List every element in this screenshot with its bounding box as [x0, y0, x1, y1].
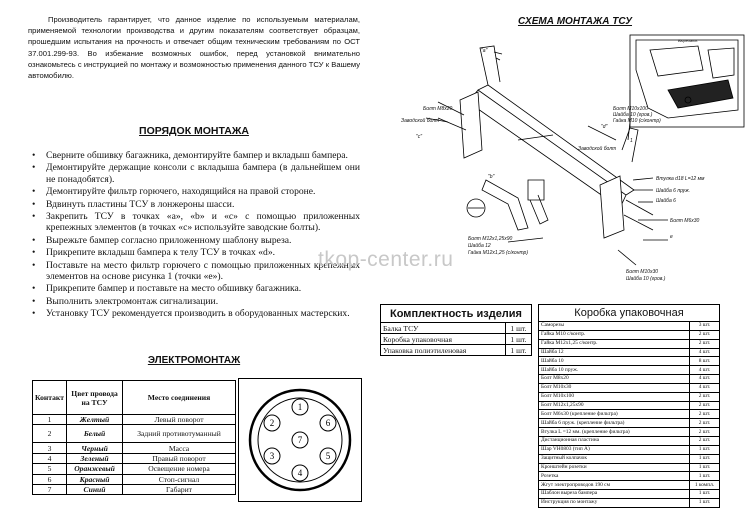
item-qty: 1 шт. [690, 498, 720, 507]
connection-cell: Масса [123, 443, 236, 453]
package-contents-block [380, 304, 532, 356]
table-row [539, 348, 720, 357]
item-name: Упаковка полиэтиленовая [381, 345, 506, 356]
item-name: Втулка L =12 мм. (крепление фильтра) [539, 428, 690, 437]
pin-5 [320, 448, 336, 464]
item-name: Шайба 12 [539, 348, 690, 357]
contact-cell: 3 [33, 443, 67, 453]
step-item: • Сверните обшивку багажника, демонтируйте бампер и вкладыш бампера. [28, 150, 360, 161]
table-row [539, 375, 720, 384]
item-name: Шаблон выреза бампера [539, 490, 690, 499]
item-qty: 1 шт. [690, 454, 720, 463]
table-row [33, 425, 236, 443]
step-item: • Установку ТСУ рекомендуется производить в оборудованных мастерских. [28, 308, 360, 319]
scheme-label: Шайба 12 [468, 243, 491, 249]
color-cell: Синий [67, 484, 123, 494]
scheme-label: Болт М10х30 [626, 269, 659, 275]
pin-label: 5 [325, 451, 331, 461]
table-row [539, 401, 720, 410]
item-qty: 2 шт. [690, 339, 720, 348]
connection-cell: Левый поворот [123, 415, 236, 425]
item-name: Болт М8х20 [539, 375, 690, 384]
step-item: • Демонтируйте фильтр горючего, находящийся на правой стороне. [28, 186, 360, 197]
box-contents-block [538, 304, 720, 508]
scheme-label: Заводской болт [578, 146, 617, 152]
scheme-label: Шайба 10 (гров.) [626, 276, 666, 282]
table-row [539, 463, 720, 472]
scheme-label: Вырезать [678, 38, 698, 43]
item-qty: 1 компл. [690, 481, 720, 490]
step-item: • Поставьте на место фильтр горючего с помощью приложенных крепежных элементов на основе рисунка 1 (точки «е»). [28, 260, 360, 283]
package-contents-table [380, 322, 532, 356]
color-cell: Белый [67, 425, 123, 443]
pin-label: 3 [269, 451, 275, 461]
item-qty: 4 шт. [690, 366, 720, 375]
step-item: • Демонтируйте держащие консоли с вкладыша бампера (в дальнейшем они не понадобятся). [28, 162, 360, 185]
item-qty: 1 шт. [690, 490, 720, 499]
pin-label: 4 [297, 468, 303, 478]
item-name: Шайба 10 [539, 357, 690, 366]
step-item: • Вдвинуть пластины ТСУ в лонжероны шасси. [28, 199, 360, 210]
item-qty: 2 шт. [690, 401, 720, 410]
pin-label: 1 [297, 402, 303, 412]
pin-3 [264, 448, 280, 464]
item-qty: 3 шт. [690, 322, 720, 331]
connection-cell: Стоп-сигнал [123, 474, 236, 484]
warranty-text: Производитель гарантирует, что данное изделие по используемым материалам, применяемой технологии производства и другим показателям соответствует образцам, прошедшим испытания на прочность и отвечает общим техническим требованиям по ОСТ 37.001.299-93. Во избежание возможных ошибок, перед установкой внимательно ознакомьтесь с инструкцией по монтажу и возможностью применения данного ТСУ к Вашему автомобилю. [28, 15, 360, 81]
step-item: • Вырежьте бампер согласно приложенному шаблону выреза. [28, 235, 360, 246]
scheme-label: "a" [481, 48, 488, 54]
table-row [539, 428, 720, 437]
table-row [33, 484, 236, 494]
pin-label: 7 [297, 435, 303, 445]
scheme-label: "d" [601, 124, 608, 130]
table-row [33, 453, 236, 463]
item-name: Розетка [539, 472, 690, 481]
item-name: Болт М10х30 [539, 383, 690, 392]
contact-cell: 2 [33, 425, 67, 443]
table-row [539, 498, 720, 507]
item-qty: 2 шт. [690, 330, 720, 339]
table-row [539, 445, 720, 454]
scheme-label: Шайба 6 пруж. [656, 188, 691, 194]
item-name: Гайка М12х1,25 с/контр. [539, 339, 690, 348]
table-row [539, 481, 720, 490]
item-name: Жгут электропроводов 190 см [539, 481, 690, 490]
table-row [539, 330, 720, 339]
table-row [539, 339, 720, 348]
step-item: • Прикрепите бампер и поставьте на место обшивку багажника. [28, 283, 360, 294]
scheme-label: Болт М8х20 [423, 106, 453, 112]
item-name: Саморезы [539, 322, 690, 331]
box-contents-table [538, 321, 720, 508]
pin-6 [320, 415, 336, 431]
item-qty: 2 шт. [690, 428, 720, 437]
wiring-table [32, 380, 236, 495]
item-name: Болт М6х30 (крепление фильтра) [539, 410, 690, 419]
scheme-label: "b" [488, 174, 495, 180]
installation-order-title: ПОРЯДОК МОНТАЖА [139, 125, 249, 137]
scheme-label: "c" [416, 134, 423, 140]
pin-label: 6 [325, 418, 331, 428]
contact-cell: 5 [33, 464, 67, 474]
item-name: Шайба 6 пруж. (крепление фильтра) [539, 419, 690, 428]
item-qty: 4 шт. [690, 348, 720, 357]
table-header: Контакт [33, 381, 67, 415]
table-row [33, 474, 236, 484]
item-name: Гайка М10 с/контр. [539, 330, 690, 339]
connection-cell: Задний противотуманный [123, 425, 236, 443]
table-row [381, 345, 532, 356]
item-qty: 2 шт. [690, 419, 720, 428]
item-qty: 4 шт. [690, 383, 720, 392]
table-row [539, 436, 720, 445]
contact-cell: 4 [33, 453, 67, 463]
pin-4 [292, 465, 308, 481]
item-name: Дистанционная пластина [539, 436, 690, 445]
connection-cell: Габарит [123, 484, 236, 494]
item-name: Шайба 10 пруж. [539, 366, 690, 375]
item-name: Болт М12х1,25х90 [539, 401, 690, 410]
scheme-label: Шайба 6 [656, 198, 676, 204]
item-name: Коробка упаковочная [381, 334, 506, 345]
pin-7 [292, 432, 308, 448]
socket-pinout-diagram [238, 378, 362, 502]
table-row [33, 464, 236, 474]
item-name: Кронштейн розетки [539, 463, 690, 472]
scheme-label: Гайка М10 (с/контр) [613, 118, 661, 124]
scheme-label: Шайба 10 (гров.) [613, 112, 653, 118]
item-name: Шар VH0803 (тип А) [539, 445, 690, 454]
connection-cell: Освещение номера [123, 464, 236, 474]
scheme-label: 1 [630, 138, 633, 144]
item-qty: 8 шт. [690, 357, 720, 366]
color-cell: Зеленый [67, 453, 123, 463]
scheme-label: Болт М12х1,25х90 [468, 236, 513, 242]
table-row [539, 490, 720, 499]
package-contents-title: Комплектность изделия [380, 304, 532, 322]
table-row [33, 443, 236, 453]
item-qty: 2 шт. [690, 392, 720, 401]
item-qty: 1 шт. [690, 463, 720, 472]
table-row [539, 472, 720, 481]
item-qty: 1 шт. [690, 472, 720, 481]
table-row [33, 415, 236, 425]
scheme-label: Болт М6х30 [670, 218, 700, 224]
table-header: Цвет провода на ТСУ [67, 381, 123, 415]
pin-2 [264, 415, 280, 431]
box-contents-title: Коробка упаковочная [538, 304, 720, 321]
table-row [539, 366, 720, 375]
item-name: Балка ТСУ [381, 323, 506, 334]
step-item: • Прикрепите вкладыш бампера к телу ТСУ в точках «d». [28, 247, 360, 258]
item-qty: 4 шт. [690, 375, 720, 384]
table-row [539, 454, 720, 463]
scheme-label: Втулка d18 L=12 мм [656, 176, 705, 182]
scheme-label: Гайка М12х1,25 (с/контр) [468, 250, 528, 256]
contact-cell: 7 [33, 484, 67, 494]
scheme-label: Заводской болт [401, 118, 440, 124]
table-row [381, 334, 532, 345]
mounting-scheme-title: СХЕМА МОНТАЖА ТСУ [517, 16, 633, 27]
table-header: Место соединения [123, 381, 236, 415]
pin-label: 2 [269, 418, 275, 428]
installation-steps [28, 150, 360, 321]
item-qty: 1 шт. [506, 334, 532, 345]
contact-cell: 6 [33, 474, 67, 484]
contact-cell: 1 [33, 415, 67, 425]
table-row [539, 383, 720, 392]
table-row [539, 357, 720, 366]
electrical-title: ЭЛЕКТРОМОНТАЖ [147, 355, 241, 366]
item-qty: 1 шт. [506, 323, 532, 334]
table-row [539, 392, 720, 401]
step-item: • Закрепить ТСУ в точках «а», «b» и «с» с помощью приложенных крепежных элементов (в точках «с» используйте заводские болты). [28, 211, 360, 234]
item-qty: 2 шт. [690, 410, 720, 419]
color-cell: Желтый [67, 415, 123, 425]
table-row [381, 323, 532, 334]
pin-1 [292, 399, 308, 415]
item-qty: 2 шт. [690, 436, 720, 445]
item-name: Защитный колпачок [539, 454, 690, 463]
watermark: tkop-center.ru [318, 248, 454, 271]
item-qty: 1 шт. [506, 345, 532, 356]
step-item: • Выполнить электромонтаж сигнализации. [28, 296, 360, 307]
item-name: Инструкция по монтажу [539, 498, 690, 507]
color-cell: Красный [67, 474, 123, 484]
scheme-label: e [670, 234, 673, 240]
item-qty: 1 шт. [690, 445, 720, 454]
table-row [539, 410, 720, 419]
color-cell: Черный [67, 443, 123, 453]
scheme-label: Болт М10х100 [613, 106, 648, 112]
table-row [539, 419, 720, 428]
color-cell: Оранжевый [67, 464, 123, 474]
connection-cell: Правый поворот [123, 453, 236, 463]
item-name: Болт М10х100 [539, 392, 690, 401]
table-row [539, 322, 720, 331]
